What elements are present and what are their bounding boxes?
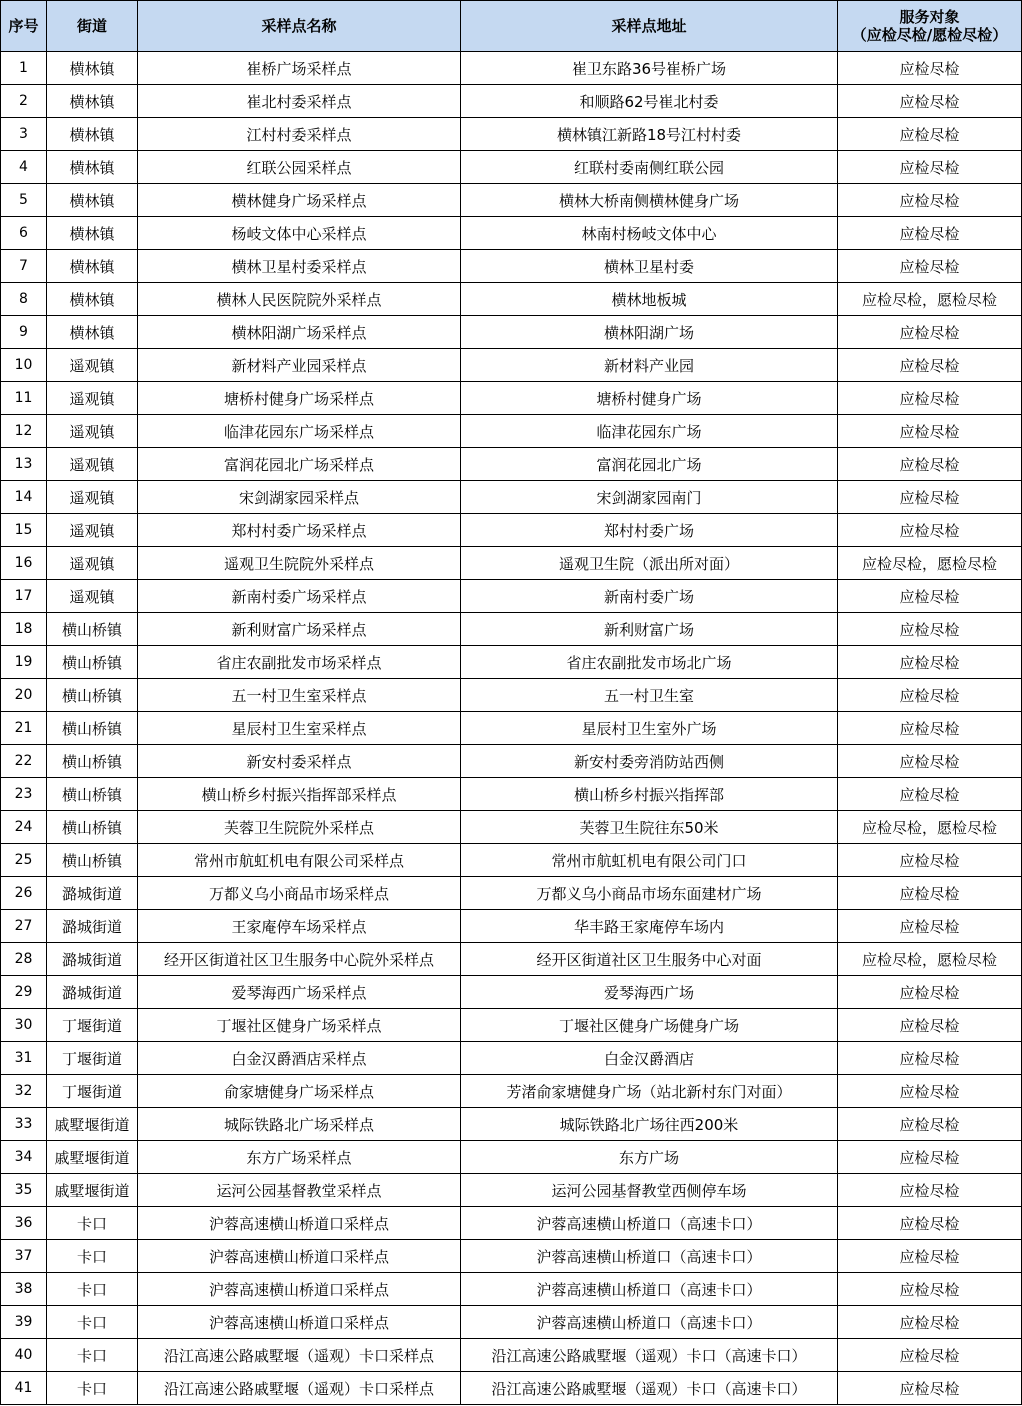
cell-site-name: 省庄农副批发市场采样点 xyxy=(138,646,461,679)
cell-service: 应检尽检 xyxy=(838,1042,1022,1075)
cell-site-name: 丁堰社区健身广场采样点 xyxy=(138,1009,461,1042)
header-service xyxy=(838,1,1022,52)
cell-site-address: 横林大桥南侧横林健身广场 xyxy=(461,184,838,217)
cell-service: 应检尽检 xyxy=(838,1339,1022,1372)
cell-site-address: 新南村委广场 xyxy=(461,580,838,613)
table-row xyxy=(1,1240,1022,1273)
cell-service: 应检尽检 xyxy=(838,1075,1022,1108)
header-service-line1: 服务对象 xyxy=(899,8,960,26)
cell-site-address: 横林阳湖广场 xyxy=(461,316,838,349)
cell-site-address: 运河公园基督教堂西侧停车场 xyxy=(461,1174,838,1207)
cell-index: 33 xyxy=(1,1108,47,1141)
table-header xyxy=(1,1,1022,52)
cell-site-name: 横林人民医院院外采样点 xyxy=(138,283,461,316)
table-row xyxy=(1,1306,1022,1339)
table-row xyxy=(1,778,1022,811)
cell-site-name: 横林健身广场采样点 xyxy=(138,184,461,217)
cell-site-address: 和顺路62号崔北村委 xyxy=(461,85,838,118)
cell-street: 横林镇 xyxy=(47,151,138,184)
cell-service: 应检尽检 xyxy=(838,976,1022,1009)
cell-service: 应检尽检 xyxy=(838,217,1022,250)
cell-site-address: 城际铁路北广场往西200米 xyxy=(461,1108,838,1141)
cell-street: 卡口 xyxy=(47,1372,138,1405)
cell-site-name: 崔桥广场采样点 xyxy=(138,52,461,85)
cell-site-name: 沪蓉高速横山桥道口采样点 xyxy=(138,1240,461,1273)
cell-index: 16 xyxy=(1,547,47,580)
cell-site-name: 俞家塘健身广场采样点 xyxy=(138,1075,461,1108)
cell-service: 应检尽检 xyxy=(838,52,1022,85)
cell-street: 丁堰街道 xyxy=(47,1009,138,1042)
table-row xyxy=(1,349,1022,382)
cell-site-address: 沿江高速公路戚墅堰（遥观）卡口（高速卡口） xyxy=(461,1372,838,1405)
cell-service: 应检尽检 xyxy=(838,778,1022,811)
cell-street: 卡口 xyxy=(47,1339,138,1372)
cell-site-name: 沪蓉高速横山桥道口采样点 xyxy=(138,1207,461,1240)
cell-service: 应检尽检 xyxy=(838,1240,1022,1273)
cell-site-name: 横山桥乡村振兴指挥部采样点 xyxy=(138,778,461,811)
header-site-address: 采样点地址 xyxy=(461,1,838,52)
cell-index: 25 xyxy=(1,844,47,877)
header-site-name: 采样点名称 xyxy=(138,1,461,52)
table-row xyxy=(1,877,1022,910)
cell-service: 应检尽检 xyxy=(838,1141,1022,1174)
table-row xyxy=(1,811,1022,844)
cell-site-address: 临津花园东广场 xyxy=(461,415,838,448)
cell-site-name: 白金汉爵酒店采样点 xyxy=(138,1042,461,1075)
cell-service: 应检尽检 xyxy=(838,712,1022,745)
cell-service: 应检尽检 xyxy=(838,316,1022,349)
cell-street: 横山桥镇 xyxy=(47,646,138,679)
table-row xyxy=(1,1075,1022,1108)
cell-service: 应检尽检 xyxy=(838,184,1022,217)
cell-street: 卡口 xyxy=(47,1273,138,1306)
cell-street: 遥观镇 xyxy=(47,580,138,613)
cell-index: 36 xyxy=(1,1207,47,1240)
cell-site-name: 王家庵停车场采样点 xyxy=(138,910,461,943)
cell-site-name: 沪蓉高速横山桥道口采样点 xyxy=(138,1306,461,1339)
cell-site-name: 常州市航虹机电有限公司采样点 xyxy=(138,844,461,877)
table-row xyxy=(1,514,1022,547)
table-row xyxy=(1,250,1022,283)
cell-site-address: 白金汉爵酒店 xyxy=(461,1042,838,1075)
cell-index: 41 xyxy=(1,1372,47,1405)
cell-index: 32 xyxy=(1,1075,47,1108)
cell-site-name: 沿江高速公路戚墅堰（遥观）卡口采样点 xyxy=(138,1339,461,1372)
cell-index: 38 xyxy=(1,1273,47,1306)
cell-service: 应检尽检 xyxy=(838,1207,1022,1240)
cell-index: 31 xyxy=(1,1042,47,1075)
table-row xyxy=(1,1207,1022,1240)
cell-site-address: 丁堰社区健身广场健身广场 xyxy=(461,1009,838,1042)
cell-site-name: 新南村委广场采样点 xyxy=(138,580,461,613)
cell-service: 应检尽检 xyxy=(838,1108,1022,1141)
cell-street: 丁堰街道 xyxy=(47,1042,138,1075)
cell-street: 横山桥镇 xyxy=(47,745,138,778)
cell-site-address: 省庄农副批发市场北广场 xyxy=(461,646,838,679)
cell-street: 遥观镇 xyxy=(47,514,138,547)
cell-site-address: 五一村卫生室 xyxy=(461,679,838,712)
cell-index: 7 xyxy=(1,250,47,283)
cell-site-name: 运河公园基督教堂采样点 xyxy=(138,1174,461,1207)
cell-street: 横林镇 xyxy=(47,184,138,217)
cell-index: 19 xyxy=(1,646,47,679)
cell-street: 横林镇 xyxy=(47,52,138,85)
table-row xyxy=(1,1273,1022,1306)
cell-street: 横林镇 xyxy=(47,283,138,316)
cell-street: 戚墅堰街道 xyxy=(47,1108,138,1141)
cell-index: 35 xyxy=(1,1174,47,1207)
cell-index: 23 xyxy=(1,778,47,811)
cell-index: 37 xyxy=(1,1240,47,1273)
table-row xyxy=(1,283,1022,316)
cell-site-address: 芳渚俞家塘健身广场（站北新村东门对面） xyxy=(461,1075,838,1108)
cell-service: 应检尽检 xyxy=(838,1273,1022,1306)
cell-service: 应检尽检 xyxy=(838,118,1022,151)
cell-index: 39 xyxy=(1,1306,47,1339)
cell-service: 应检尽检 xyxy=(838,415,1022,448)
cell-index: 6 xyxy=(1,217,47,250)
cell-street: 潞城街道 xyxy=(47,877,138,910)
cell-street: 遥观镇 xyxy=(47,415,138,448)
cell-street: 横林镇 xyxy=(47,250,138,283)
cell-index: 30 xyxy=(1,1009,47,1042)
cell-service: 应检尽检 xyxy=(838,1372,1022,1405)
table-row xyxy=(1,118,1022,151)
cell-index: 34 xyxy=(1,1141,47,1174)
cell-site-address: 红联村委南侧红联公园 xyxy=(461,151,838,184)
cell-service: 应检尽检 xyxy=(838,679,1022,712)
cell-service: 应检尽检 xyxy=(838,580,1022,613)
table-row xyxy=(1,679,1022,712)
table-row xyxy=(1,1372,1022,1405)
cell-site-address: 横林卫星村委 xyxy=(461,250,838,283)
cell-site-address: 爱琴海西广场 xyxy=(461,976,838,1009)
cell-street: 戚墅堰街道 xyxy=(47,1174,138,1207)
cell-site-address: 塘桥村健身广场 xyxy=(461,382,838,415)
table-row xyxy=(1,547,1022,580)
cell-site-name: 经开区街道社区卫生服务中心院外采样点 xyxy=(138,943,461,976)
cell-site-address: 东方广场 xyxy=(461,1141,838,1174)
cell-index: 20 xyxy=(1,679,47,712)
cell-site-name: 爱琴海西广场采样点 xyxy=(138,976,461,1009)
table-row xyxy=(1,1174,1022,1207)
cell-street: 横山桥镇 xyxy=(47,613,138,646)
cell-index: 40 xyxy=(1,1339,47,1372)
cell-index: 2 xyxy=(1,85,47,118)
cell-service: 应检尽检 xyxy=(838,382,1022,415)
cell-site-name: 沿江高速公路戚墅堰（遥观）卡口采样点 xyxy=(138,1372,461,1405)
table-row xyxy=(1,1042,1022,1075)
cell-site-address: 新材料产业园 xyxy=(461,349,838,382)
cell-index: 12 xyxy=(1,415,47,448)
cell-street: 横林镇 xyxy=(47,316,138,349)
cell-site-address: 沿江高速公路戚墅堰（遥观）卡口（高速卡口） xyxy=(461,1339,838,1372)
header-row xyxy=(1,1,1022,52)
table-row xyxy=(1,1339,1022,1372)
cell-site-address: 横林镇江新路18号江村村委 xyxy=(461,118,838,151)
cell-index: 29 xyxy=(1,976,47,1009)
cell-site-address: 遥观卫生院（派出所对面） xyxy=(461,547,838,580)
cell-site-name: 江村村委采样点 xyxy=(138,118,461,151)
cell-service: 应检尽检，愿检尽检 xyxy=(838,283,1022,316)
cell-service: 应检尽检 xyxy=(838,151,1022,184)
cell-service: 应检尽检 xyxy=(838,1009,1022,1042)
cell-index: 5 xyxy=(1,184,47,217)
cell-site-address: 新安村委旁消防站西侧 xyxy=(461,745,838,778)
cell-index: 11 xyxy=(1,382,47,415)
cell-index: 24 xyxy=(1,811,47,844)
table-row xyxy=(1,151,1022,184)
cell-site-address: 华丰路王家庵停车场内 xyxy=(461,910,838,943)
table-row xyxy=(1,184,1022,217)
table-row xyxy=(1,712,1022,745)
table-row xyxy=(1,943,1022,976)
cell-site-address: 常州市航虹机电有限公司门口 xyxy=(461,844,838,877)
cell-site-name: 崔北村委采样点 xyxy=(138,85,461,118)
cell-street: 横林镇 xyxy=(47,217,138,250)
cell-site-address: 新利财富广场 xyxy=(461,613,838,646)
cell-index: 27 xyxy=(1,910,47,943)
cell-street: 戚墅堰街道 xyxy=(47,1141,138,1174)
cell-site-name: 临津花园东广场采样点 xyxy=(138,415,461,448)
cell-index: 8 xyxy=(1,283,47,316)
cell-service: 应检尽检 xyxy=(838,250,1022,283)
table-row xyxy=(1,844,1022,877)
table-row xyxy=(1,481,1022,514)
cell-site-name: 星辰村卫生室采样点 xyxy=(138,712,461,745)
cell-street: 卡口 xyxy=(47,1207,138,1240)
table-row xyxy=(1,580,1022,613)
cell-service: 应检尽检，愿检尽检 xyxy=(838,943,1022,976)
cell-service: 应检尽检 xyxy=(838,448,1022,481)
cell-street: 横林镇 xyxy=(47,85,138,118)
cell-index: 14 xyxy=(1,481,47,514)
cell-service: 应检尽检 xyxy=(838,910,1022,943)
table-row xyxy=(1,1108,1022,1141)
cell-site-address: 经开区街道社区卫生服务中心对面 xyxy=(461,943,838,976)
cell-street: 横山桥镇 xyxy=(47,679,138,712)
cell-site-name: 横林卫星村委采样点 xyxy=(138,250,461,283)
table-row xyxy=(1,52,1022,85)
cell-site-address: 星辰村卫生室外广场 xyxy=(461,712,838,745)
table-row xyxy=(1,1009,1022,1042)
cell-index: 17 xyxy=(1,580,47,613)
cell-service: 应检尽检 xyxy=(838,514,1022,547)
cell-site-name: 新利财富广场采样点 xyxy=(138,613,461,646)
cell-index: 15 xyxy=(1,514,47,547)
cell-index: 3 xyxy=(1,118,47,151)
cell-site-name: 郑村村委广场采样点 xyxy=(138,514,461,547)
cell-site-address: 横林地板城 xyxy=(461,283,838,316)
cell-site-name: 万都义乌小商品市场采样点 xyxy=(138,877,461,910)
cell-street: 潞城街道 xyxy=(47,910,138,943)
cell-site-name: 城际铁路北广场采样点 xyxy=(138,1108,461,1141)
cell-site-address: 宋剑湖家园南门 xyxy=(461,481,838,514)
cell-street: 潞城街道 xyxy=(47,943,138,976)
cell-street: 遥观镇 xyxy=(47,448,138,481)
cell-site-name: 杨岐文体中心采样点 xyxy=(138,217,461,250)
table-row xyxy=(1,976,1022,1009)
cell-index: 22 xyxy=(1,745,47,778)
table-row xyxy=(1,382,1022,415)
table-row xyxy=(1,448,1022,481)
cell-street: 遥观镇 xyxy=(47,349,138,382)
cell-street: 横山桥镇 xyxy=(47,844,138,877)
cell-index: 4 xyxy=(1,151,47,184)
header-street: 街道 xyxy=(47,1,138,52)
table-body xyxy=(1,52,1022,1405)
header-index: 序号 xyxy=(1,1,47,52)
cell-street: 遥观镇 xyxy=(47,481,138,514)
table-row xyxy=(1,613,1022,646)
cell-street: 遥观镇 xyxy=(47,382,138,415)
cell-site-address: 横山桥乡村振兴指挥部 xyxy=(461,778,838,811)
cell-site-name: 宋剑湖家园采样点 xyxy=(138,481,461,514)
table-row xyxy=(1,745,1022,778)
cell-street: 潞城街道 xyxy=(47,976,138,1009)
cell-site-address: 富润花园北广场 xyxy=(461,448,838,481)
cell-index: 26 xyxy=(1,877,47,910)
cell-site-address: 芙蓉卫生院往东50米 xyxy=(461,811,838,844)
cell-site-name: 塘桥村健身广场采样点 xyxy=(138,382,461,415)
table-row xyxy=(1,85,1022,118)
table-row xyxy=(1,415,1022,448)
cell-site-name: 新安村委采样点 xyxy=(138,745,461,778)
cell-site-name: 东方广场采样点 xyxy=(138,1141,461,1174)
cell-service: 应检尽检 xyxy=(838,85,1022,118)
cell-service: 应检尽检 xyxy=(838,1174,1022,1207)
cell-service: 应检尽检 xyxy=(838,646,1022,679)
cell-site-name: 芙蓉卫生院院外采样点 xyxy=(138,811,461,844)
cell-site-address: 郑村村委广场 xyxy=(461,514,838,547)
cell-service: 应检尽检 xyxy=(838,1306,1022,1339)
cell-street: 卡口 xyxy=(47,1240,138,1273)
cell-site-name: 五一村卫生室采样点 xyxy=(138,679,461,712)
cell-index: 1 xyxy=(1,52,47,85)
cell-index: 9 xyxy=(1,316,47,349)
cell-site-address: 沪蓉高速横山桥道口（高速卡口） xyxy=(461,1306,838,1339)
cell-service: 应检尽检 xyxy=(838,844,1022,877)
cell-street: 横山桥镇 xyxy=(47,778,138,811)
cell-index: 13 xyxy=(1,448,47,481)
cell-street: 横林镇 xyxy=(47,118,138,151)
cell-street: 卡口 xyxy=(47,1306,138,1339)
cell-service: 应检尽检，愿检尽检 xyxy=(838,547,1022,580)
cell-site-address: 沪蓉高速横山桥道口（高速卡口） xyxy=(461,1273,838,1306)
cell-site-address: 沪蓉高速横山桥道口（高速卡口） xyxy=(461,1240,838,1273)
table-row xyxy=(1,1141,1022,1174)
cell-index: 28 xyxy=(1,943,47,976)
cell-site-address: 崔卫东路36号崔桥广场 xyxy=(461,52,838,85)
cell-site-name: 红联公园采样点 xyxy=(138,151,461,184)
cell-street: 横山桥镇 xyxy=(47,811,138,844)
cell-street: 横山桥镇 xyxy=(47,712,138,745)
table-row xyxy=(1,316,1022,349)
cell-street: 遥观镇 xyxy=(47,547,138,580)
table-row xyxy=(1,646,1022,679)
table-row xyxy=(1,910,1022,943)
cell-service: 应检尽检 xyxy=(838,877,1022,910)
cell-service: 应检尽检 xyxy=(838,613,1022,646)
cell-site-name: 富润花园北广场采样点 xyxy=(138,448,461,481)
cell-index: 21 xyxy=(1,712,47,745)
cell-site-name: 新材料产业园采样点 xyxy=(138,349,461,382)
cell-site-address: 万都义乌小商品市场东面建材广场 xyxy=(461,877,838,910)
header-service-line2: （应检尽检/愿检尽检） xyxy=(851,26,1008,44)
cell-service: 应检尽检 xyxy=(838,745,1022,778)
cell-site-address: 林南村杨岐文体中心 xyxy=(461,217,838,250)
table-row xyxy=(1,217,1022,250)
cell-site-name: 沪蓉高速横山桥道口采样点 xyxy=(138,1273,461,1306)
cell-service: 应检尽检 xyxy=(838,481,1022,514)
cell-service: 应检尽检，愿检尽检 xyxy=(838,811,1022,844)
cell-site-name: 遥观卫生院院外采样点 xyxy=(138,547,461,580)
cell-site-name: 横林阳湖广场采样点 xyxy=(138,316,461,349)
cell-service: 应检尽检 xyxy=(838,349,1022,382)
cell-index: 10 xyxy=(1,349,47,382)
cell-index: 18 xyxy=(1,613,47,646)
cell-street: 丁堰街道 xyxy=(47,1075,138,1108)
cell-site-address: 沪蓉高速横山桥道口（高速卡口） xyxy=(461,1207,838,1240)
